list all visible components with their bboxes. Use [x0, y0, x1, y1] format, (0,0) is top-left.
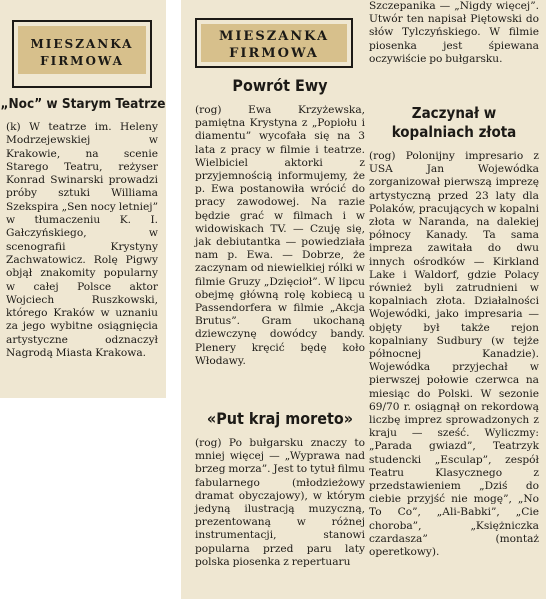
put-article-continuation: Szczepanika — „Nigdy więcej”. Utwór ten napisał Piętowski do słów Tylczyńskiego. W filmie piosenka jest śpiewana oczywiście po bułgarsku.	[369, 0, 539, 65]
powrot-article-body: (rog) Ewa Krzyżewska, pamiętna Krystyna z „Popiołu i diamentu” wycofała się na 3 lata z pracy w filmie i teatrze. Wielbiciel aktorki z przyjemnością informujemy, że p. Ewa postanowiła wrócić do pracy zawodowej. Na razie będzie grać w filmach i w widowiskach TV. — Czuję się, jak debiutantka — powiedziała nam p. Ewa. — Dobrze, że zaczynam od niewielkiej rólki w filmie Gruzy „Dzięcioł”. W lipcu obejmę główną rolę kobiecą u Passendorfera w filmie „Akcja Brutus”. Gram ukochaną dziewczynę dowódcy bandy. Plenery kręcić będę koło Włodawy.	[195, 104, 365, 367]
put-article-body: (rog) Po bułgarsku znaczy to mniej więcej — „Wyprawa nad brzeg morza”. Jest to tytuł filmu fabularnego (młodzieżowy dramat obyczajowy), w którym jedyną ilustracją muzyczną, prezentowaną w różnej instrumentacji, stanowi popularna przed paru laty polska piosenka z repertuaru	[195, 437, 365, 568]
put-headline: «Put kraj moreto»	[206, 409, 354, 428]
left-headline: „Noc” w Starym Teatrze	[0, 96, 166, 112]
kopalnie-article-body: (rog) Polonijny impresario z USA Jan Wojewódka zorganizował pierwszą imprezę artystyczną przed 23 laty dla Polaków, pracujących w kopalni złota w Naranda, na dalekiej północy Kanady. Ta sama impreza zawitała do dwu innych ośrodków — Kirkland Lake i Waldorf, gdzie Polacy również byli zatrudnieni w kopalniach złota. Działalności Wojewódki, jako impresaria — objęty był także rejon kopalniany Sudbury (w tejże północnej Kanadzie). Wojewódka przyjechał w pierwszej połowie czerwca na miesiąc do Polski. W sezonie 69/70 r. osiągnął on rekordową liczbę imprez sprowadzonych z kraju — sześć. Wyliczmy: „Parada gwiazd”, Teatrzyk studencki „Esculap”, zespół Teatru Klasycznego z przedstawieniem „Dziś do ciebie przyjść nie mogę”, „No To Co”, „Ali-Babki”, „Cie choroba”, „Księżniczka czardasza” (montaż operetkowy).	[369, 150, 539, 559]
right-clipping	[181, 0, 546, 599]
left-masthead	[12, 20, 152, 88]
right-masthead	[195, 18, 353, 68]
left-masthead-line1: MIESZANKA	[30, 37, 134, 51]
left-article-body: (k) W teatrze im. Heleny Modrzejewskiej w Krakowie, na scenie Starego Teatru, reżyser Konrad Swinarski prowadzi próby sztuki Williama Szekspira „Sen nocy letniej” w tłumaczeniu K. I. Gałczyńskiego, w scenografii Krystyny Zachwatowicz. Rolę Pigwy objął znakomity popularny w całej Polsce aktor Wojciech Ruszkowski, którego Kraków w uznaniu za jego wybitne osiągnięcia artystyczne odznaczył Nagrodą Miasta Krakowa.	[6, 121, 158, 360]
powrot-headline: Powrót Ewy	[232, 76, 328, 95]
left-clipping	[0, 0, 166, 398]
right-masthead-line2: FIRMOWA	[229, 46, 319, 61]
right-masthead-line1: MIESZANKA	[218, 29, 330, 44]
left-masthead-line2: FIRMOWA	[40, 54, 124, 68]
kopalnie-headline: Zaczynał w kopalniach złota	[391, 104, 517, 141]
